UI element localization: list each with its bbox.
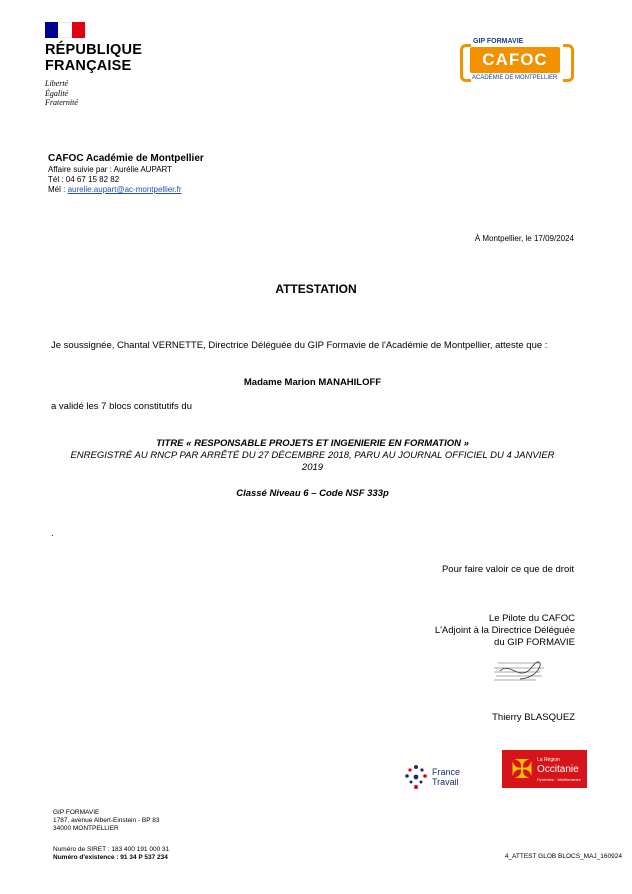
signatory-line-1: Le Pilote du CAFOC (488, 613, 575, 624)
person-name (51, 377, 574, 389)
signatory-line-2: L'Adjoint à la Directrice Déléguée (434, 625, 575, 636)
footer-registration (53, 846, 169, 862)
cafoc-logo-text: CAFOC (482, 50, 548, 69)
classification-line: Classé Niveau 6 – Code NSF 333p (236, 488, 389, 499)
titre-line: TITRE « RESPONSABLE PROJETS ET INGENIERIE EN FORMATION » (156, 438, 469, 449)
footer-existence: Numéro d'existence : 91 34 P 537 234 (53, 854, 168, 861)
validated-line: a validé les 7 blocs constitutifs du (51, 401, 192, 412)
occitanie-region-label: La Région (537, 757, 560, 763)
sender-mail-label: Mél : (48, 185, 68, 194)
footer-address-2: 34000 MONTPELLIER (53, 825, 119, 832)
sender-mail-link[interactable]: aurelie.aupart@ac-montpellier.fr (67, 185, 182, 194)
intro-paragraph: Je soussignée, Chantal VERNETTE, Directrice Déléguée du GIP Formavie de l'Académie de Montpellier, atteste que : (51, 340, 548, 351)
france-travail-logo: France Travail (432, 767, 461, 787)
person-prefix: Madame Marion (243, 377, 319, 388)
occitanie-name: Occitanie (537, 764, 579, 775)
footer-org: GIP FORMAVIE (53, 809, 100, 816)
document-title: ATTESTATION (275, 282, 357, 296)
document-reference: 4_ATTEST GLOB BLOCS_MAJ_160924 (504, 853, 622, 860)
france-travail-icon (403, 764, 429, 790)
signatory-line-3: du GIP FORMAVIE (494, 637, 575, 648)
republique-francaise-logo: RÉPUBLIQUE FRANÇAISE (45, 42, 143, 74)
sender-phone: Tél : 04 67 15 82 82 (48, 175, 120, 184)
person-last-name: MANAHILOFF (318, 377, 382, 388)
sender-organization: CAFOC Académie de Montpellier (48, 153, 204, 164)
separator-dot: . (51, 528, 54, 539)
occitanie-subtitle: Pyrénées · Méditerranée (537, 777, 582, 782)
sender-followed-by: Affaire suivie par : Aurélie AUPART (48, 165, 173, 174)
occitan-cross-icon: ✠ (511, 754, 533, 784)
gip-formavie-label: GIP FORMAVIE (473, 38, 524, 45)
date-line: À Montpellier, le 17/09/2024 (474, 234, 574, 243)
signatory-title (330, 613, 575, 649)
republic-motto: Liberté Égalité Fraternité (45, 79, 78, 107)
signatory-name: Thierry BLASQUEZ (492, 712, 575, 723)
titre-registration: ENREGISTRÉ AU RNCP PAR ARRÊTÉ DU 27 DÉCEMBRE 2018, PARU AU JOURNAL OFFICIEL DU 4 JANVIER 2019 (70, 450, 555, 473)
sender-mail (48, 185, 182, 195)
footer-address-1: 1787, avenue Albert-Einstein - BP 83 (53, 817, 160, 824)
cafoc-logo-bracket-right (563, 44, 574, 82)
footer-siret: Numéro de SIRET : 183 400 191 000 31 (53, 846, 170, 853)
signature-stamp (490, 657, 550, 687)
closing-line: Pour faire valoir ce que de droit (441, 564, 574, 575)
cafoc-logo-subtitle: ACADÉMIE DE MONTPELLIER (472, 75, 558, 81)
french-flag-logo (45, 22, 85, 38)
footer-address (53, 809, 159, 833)
